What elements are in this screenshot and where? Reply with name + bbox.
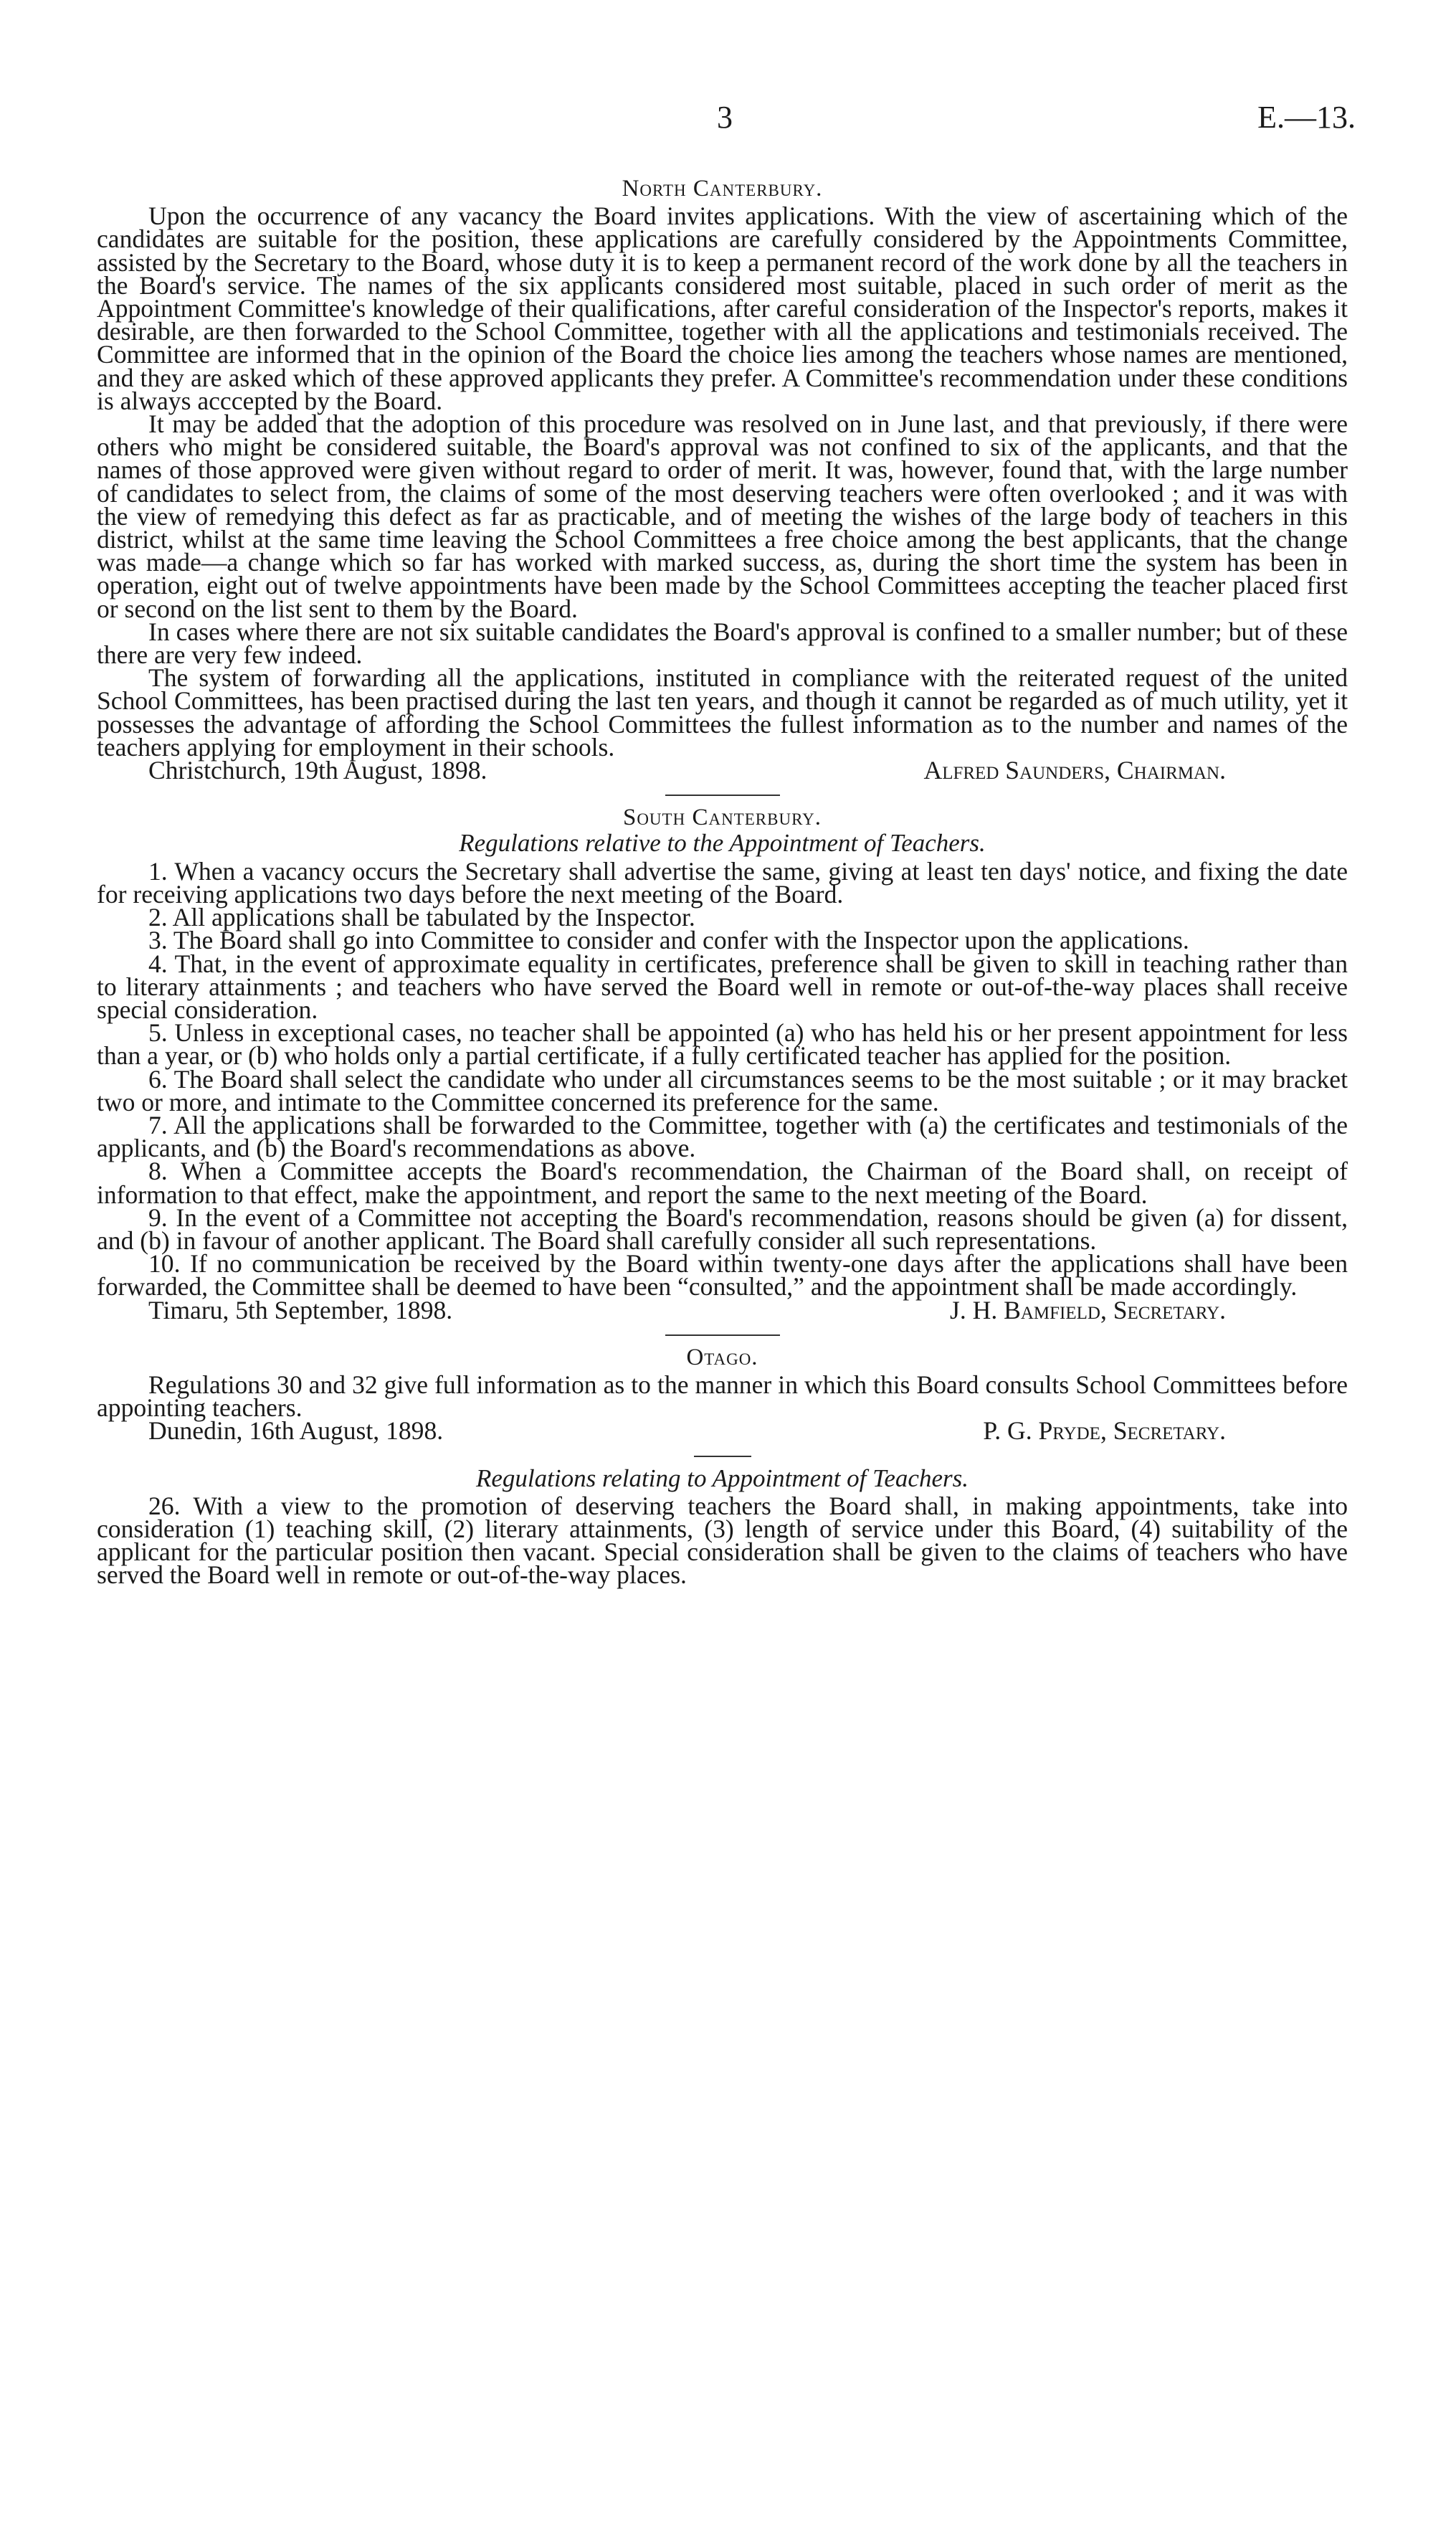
place-date: Timaru, 5th September, 1898. [148,1295,453,1324]
section-subheading: Regulations relating to Appointment of Teachers. [475,1464,969,1492]
place-date: Dunedin, 16th August, 1898. [148,1416,444,1446]
regulation-item: 6. The Board shall select the candidate who under all circumstances seems to be the most suitable ; or it may bracket two or more, and intimate to the Committee concerned its preference for the same. [97,1064,1348,1116]
signature-line [97,756,1348,785]
section-heading: South Canterbury. [622,805,822,831]
south-canterbury-section [97,805,1348,1324]
section-divider [694,1456,751,1457]
north-canterbury-section [97,176,1348,785]
section-heading: North Canterbury. [622,176,823,201]
section-divider [665,795,780,796]
regulation-item: 4. That, in the event of approximate equality in certificates, preference shall be given to skill in teaching rather than to literary attainments ; and teachers who have served the Board well in remote or out-of-the-way places shall receive special consideration. [97,949,1348,1024]
signatory: J. H. Bamfield, Secretary. [950,1295,1226,1324]
regulation-item: 9. In the event of a Committee not accepting the Board's recommendation, reasons should be given (a) for dissent, and (b) in favour of another applicant. The Board shall carefully consider all such representations. [97,1203,1348,1255]
document-reference: E.—13. [1257,100,1356,135]
paragraph: In cases where there are not six suitable candidates the Board's approval is confined to a smaller number; but of these there are very few indeed. [97,617,1348,670]
otago-section [97,1344,1348,1590]
signatory: Alfred Saunders, Chairman. [923,756,1226,785]
regulation-item: 3. The Board shall go into Committee to consider and confer with the Inspector upon the applications. [148,926,1189,955]
regulation-item: 10. If no communication be received by the Board within twenty-one days after the applications shall have been forwarded, the Committee shall be deemed to have been “consulted,” and the appointment shall be made accordingly. [97,1249,1348,1301]
regulation-item: 8. When a Committee accepts the Board's recommendation, the Chairman of the Board shall, on receipt of information to that effect, make the appointment, and report the same to the next meeting of the Board. [97,1157,1348,1209]
page-content [97,133,1348,1590]
signatory: P. G. Pryde, Secretary. [983,1416,1226,1446]
signature-line [97,1416,1348,1446]
regulation-item: 5. Unless in exceptional cases, no teacher shall be appointed (a) who has held his or her present appointment for less than a year, or (b) who holds only a partial certificate, if a fully certificated teacher has applied for the position. [97,1018,1348,1071]
section-subheading: Regulations relative to the Appointment of Teachers. [459,829,986,858]
paragraph: Upon the occurrence of any vacancy the Board invites applications. With the view of ascertaining which of the candidates are suitable for the position, these applications are carefully considered by the Appointments Committee, assisted by the Secretary to the Board, whose duty it is to keep a permanent record of the work done by all the teachers in the Board's service. The names of the six applicants considered most suitable, placed in such order of merit as the Appointment Committee's knowledge of their qualifications, after careful consideration of the Inspector's reports, makes it desirable, are then forwarded to the School Committee, together with all the applications and testimonials received. The Committee are informed that in the opinion of the Board the choice lies among the teachers whose names are mentioned, and they are asked which of these approved applicants they prefer. A Committee's recommendation under these conditions is always acccepted by the Board. [97,201,1348,415]
paragraph: The system of forwarding all the applications, instituted in compliance with the reiterated request of the united School Committees, has been practised during the last ten years, and though it cannot be regarded as of much utility, yet it possesses the advantage of affording the School Committees the fullest information as to the number and names of the teachers applying for employment in their schools. [97,663,1348,762]
paragraph: Regulations 30 and 32 give full information as to the manner in which this Board consults School Committees before appointing teachers. [97,1370,1348,1423]
regulation-item: 7. All the applications shall be forwarded to the Committee, together with (a) the certificates and testimonials of the applicants, and (b) the Board's recommendations as above. [97,1110,1348,1163]
section-divider [665,1334,780,1336]
place-date: Christchurch, 19th August, 1898. [148,756,487,785]
signature-line [97,1295,1348,1324]
regulation-item: 2. All applications shall be tabulated by the Inspector. [148,903,695,932]
paragraph: It may be added that the adoption of this procedure was resolved on in June last, and that previously, if there were others who might be considered suitable, the Board's approval was not confined to six of the applicants, and that the names of those approved were given without regard to order of merit. It was, however, found that, with the large number of candidates to select from, the claims of some of the most deserving teachers were often overlooked ; and it was with the view of remedying this defect as far as practicable, and of meeting the wishes of the large body of teachers in this district, whilst at the same time leaving the School Committees a free choice among the best applicants, that the change was made—a change which so far has worked with marked success, as, during the short time the system has been in operation, eight out of twelve appointments have been made by the School Committees accepting the teacher placed first or second on the list sent to them by the Board. [97,409,1348,623]
section-heading: Otago. [686,1344,758,1370]
page-number: 3 [717,100,733,135]
regulation-item: 26. With a view to the promotion of deserving teachers the Board shall, in making appointments, take into consideration (1) teaching skill, (2) literary attainments, (3) length of service under this Board, (4) suitability of the applicant for the particular position then vacant. Special consideration shall be given to the claims of teachers who have served the Board well in remote or out-of-the-way places. [97,1491,1348,1590]
regulation-item: 1. When a vacancy occurs the Secretary shall advertise the same, giving at least ten days' notice, and fixing the date for receiving applications two days before the next meeting of the Board. [97,856,1348,909]
